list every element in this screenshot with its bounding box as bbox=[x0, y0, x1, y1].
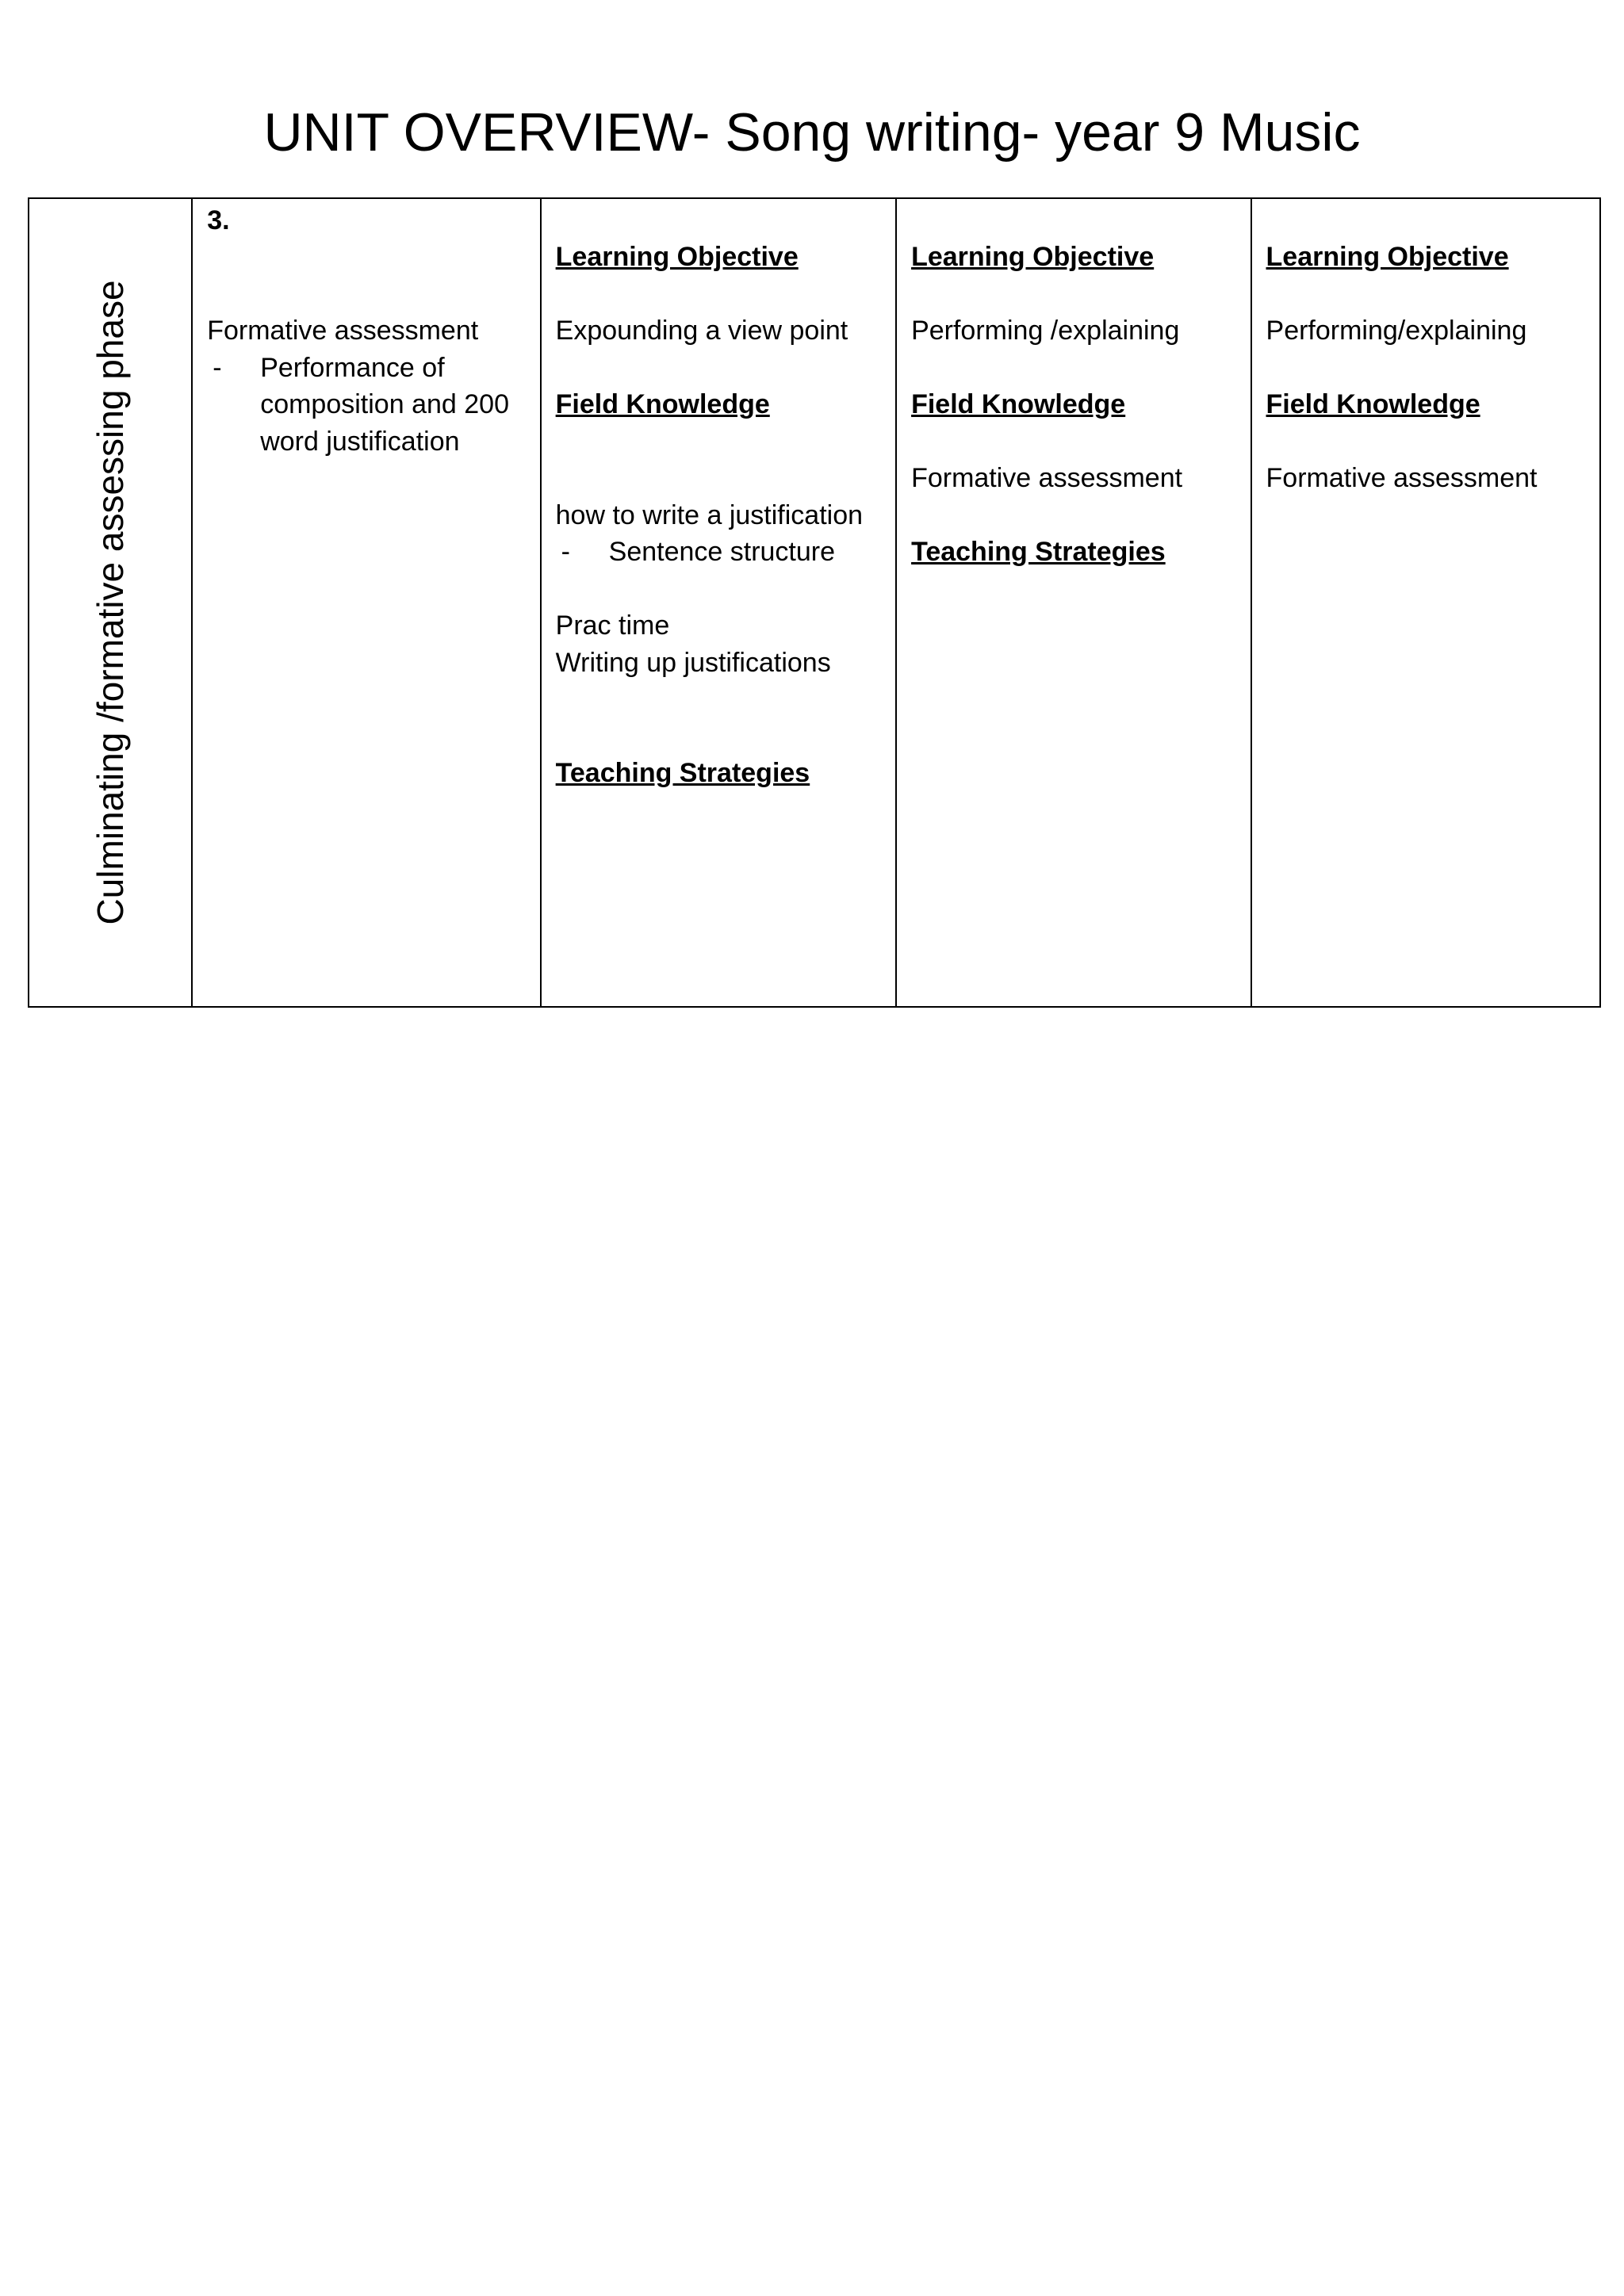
list-item bbox=[556, 534, 887, 571]
learning-objective-text: Expounding a view point bbox=[555, 316, 848, 346]
field-knowledge-text: how to write a justification bbox=[555, 499, 864, 530]
phase-cell bbox=[29, 198, 192, 1007]
week-cell bbox=[192, 198, 540, 1007]
lesson-cell-2 bbox=[896, 198, 1251, 1007]
lesson-cell-3 bbox=[1251, 198, 1600, 1007]
teaching-strategies-heading: Teaching Strategies bbox=[911, 537, 1166, 567]
learning-objective-heading: Learning Objective bbox=[1266, 242, 1509, 272]
week-summary bbox=[207, 312, 531, 460]
field-knowledge-text: Formative assessment bbox=[1266, 463, 1538, 493]
field-knowledge-list bbox=[556, 534, 887, 571]
field-knowledge-heading: Field Knowledge bbox=[911, 389, 1126, 419]
learning-objective-heading: Learning Objective bbox=[555, 242, 799, 272]
learning-objective-text: Performing/explaining bbox=[1266, 316, 1527, 346]
prac-time-text: Prac time bbox=[555, 610, 670, 641]
unit-overview-table bbox=[28, 197, 1601, 1008]
week-summary-heading: Formative assessment bbox=[207, 316, 479, 346]
page-title: UNIT OVERVIEW- Song writing- year 9 Music bbox=[263, 102, 1361, 163]
lesson-cell-1 bbox=[541, 198, 896, 1007]
lesson-1-content bbox=[556, 239, 887, 792]
field-knowledge-heading: Field Knowledge bbox=[555, 389, 770, 419]
teaching-strategies-heading: Teaching Strategies bbox=[555, 758, 810, 788]
lesson-2-content bbox=[911, 239, 1242, 571]
week-summary-list bbox=[207, 350, 531, 461]
prac-writing-text: Writing up justifications bbox=[555, 647, 831, 678]
week-number: 3. bbox=[207, 205, 230, 235]
list-item bbox=[207, 350, 531, 461]
dash-bullet: - bbox=[213, 352, 222, 383]
lesson-3-content bbox=[1266, 239, 1591, 497]
dash-bullet: - bbox=[561, 537, 570, 567]
learning-objective-text: Performing /explaining bbox=[911, 316, 1180, 346]
field-knowledge-text: Formative assessment bbox=[911, 463, 1183, 493]
table-row bbox=[29, 198, 1600, 1007]
learning-objective-heading: Learning Objective bbox=[911, 242, 1155, 272]
list-item-text: Performance of composition and 200 word justification bbox=[260, 352, 509, 457]
phase-label: Culminating /formative assessing phase bbox=[90, 280, 132, 925]
field-knowledge-heading: Field Knowledge bbox=[1266, 389, 1480, 419]
list-item-text: Sentence structure bbox=[608, 537, 836, 567]
